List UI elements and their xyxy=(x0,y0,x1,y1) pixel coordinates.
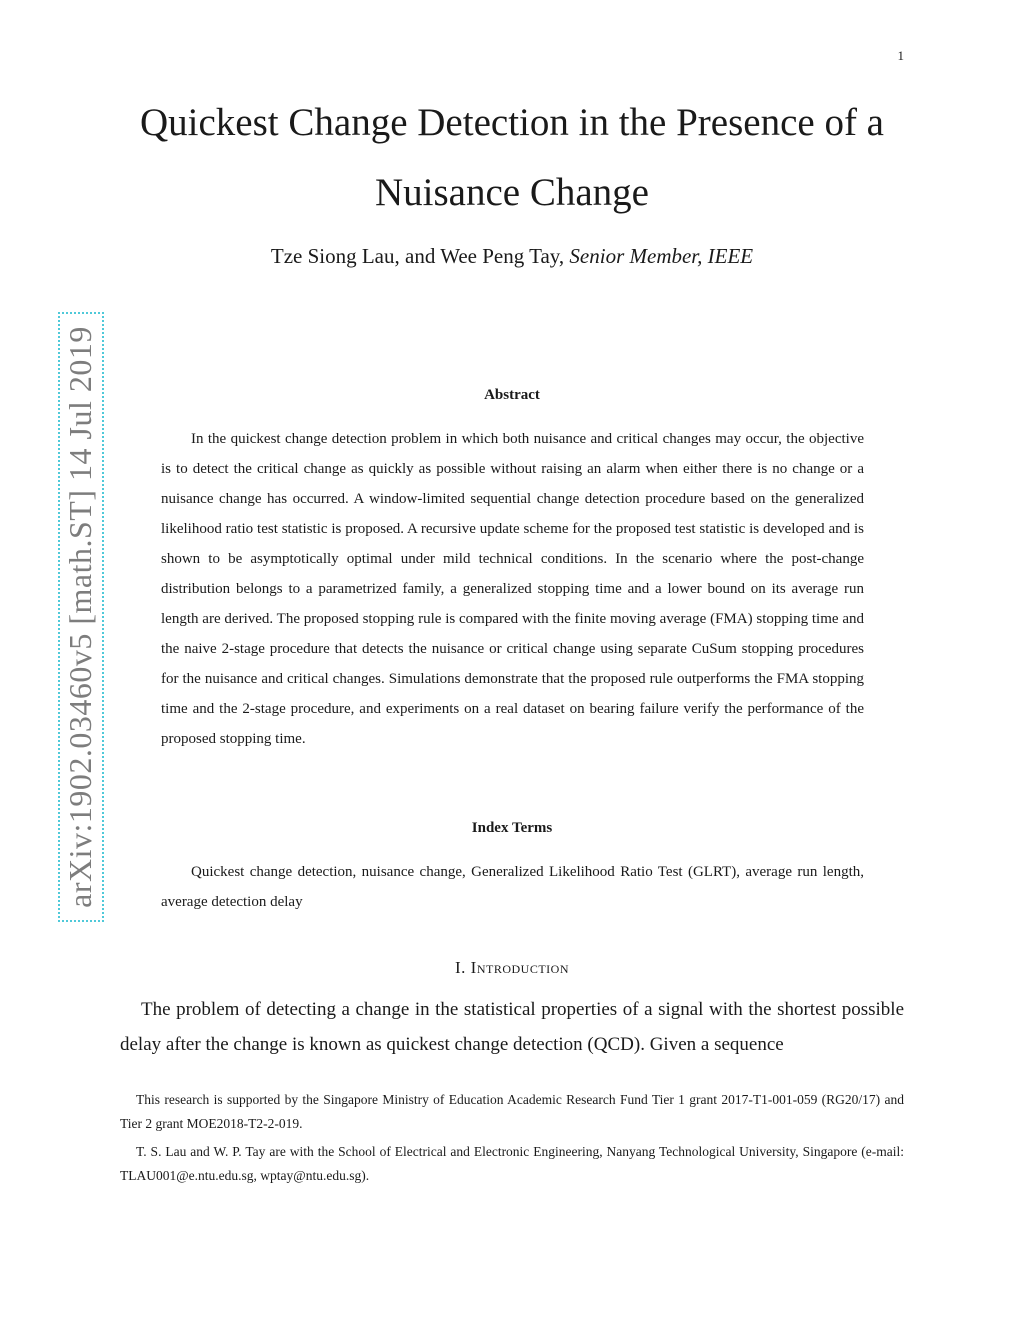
abstract-text: In the quickest change detection problem in which both nuisance and critical changes may occur, the objective is to detect the critical change as quickly as possible without raising an alarm when either there is no change or a nuisance change has occurred. A window-limited sequential change detection procedure based on the generalized likelihood ratio test statistic is proposed. A recursive update scheme for the proposed test statistic is developed and is shown to be asymptotically optimal under mild technical conditions. In the scenario where the post-change distribution belongs to a parametrized family, a generalized stopping time and a lower bound on its average run length are derived. The proposed stopping rule is compared with the finite moving average (FMA) stopping time and the naive 2-stage procedure that detects the nuisance or critical change using separate CuSum stopping procedures for the nuisance and critical changes. Simulations demonstrate that the proposed rule outperforms the FMA stopping time and the 2-stage procedure, and experiments on a real dataset on bearing failure verify the performance of the proposed stopping time. xyxy=(161,431,864,747)
paper-title: Quickest Change Detection in the Presence of a Nuisance Change xyxy=(140,101,884,214)
funding-footnote: This research is supported by the Singapore Ministry of Education Academic Research Fund Tier 1 grant 2017-T1-001-059 (RG20/17) and Tier 2 grant MOE2018-T2-2-019. xyxy=(120,1092,904,1131)
arxiv-identifier-stamp: arXiv:1902.03460v5 [math.ST] 14 Jul 2019 xyxy=(58,312,104,922)
affiliation-footnote: T. S. Lau and W. P. Tay are with the School of Electrical and Electronic Engineering, Nanyang Technological University, Singapore (e-mail: TLAU001@e.ntu.edu.sg, wptay@ntu.edu.sg). xyxy=(120,1144,904,1183)
index-terms-text: Quickest change detection, nuisance change, Generalized Likelihood Ratio Test (GLRT), average run length, average detection delay xyxy=(161,864,864,910)
abstract-heading: Abstract xyxy=(484,387,540,403)
page-number: 1 xyxy=(897,48,904,63)
author-membership: Senior Member, IEEE xyxy=(569,244,754,268)
author-line xyxy=(100,241,924,271)
introduction-heading: I. Introduction xyxy=(455,958,569,977)
introduction-text: The problem of detecting a change in the statistical properties of a signal with the shortest possible delay after the change is known as quickest change detection (QCD). Given a sequence xyxy=(120,999,904,1055)
author-names: Tze Siong Lau, and Wee Peng Tay, xyxy=(270,244,565,268)
index-terms-heading: Index Terms xyxy=(471,820,553,836)
